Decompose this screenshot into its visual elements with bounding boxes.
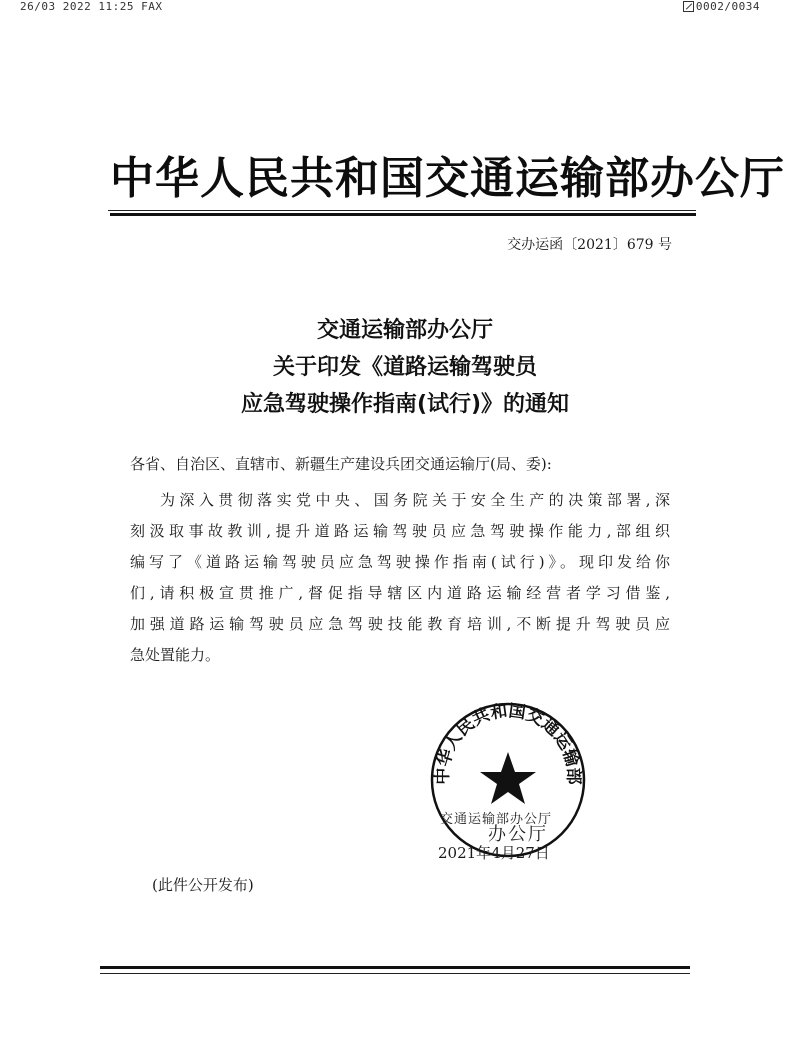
seal-ring-text: 中华人民共和国交通运输部 xyxy=(432,701,584,785)
seal-inner-text: 交通运输部办公厅 xyxy=(440,812,553,827)
fax-page-icon xyxy=(683,1,694,12)
body-line-5: 加强道路运输驾驶员应急驾驶技能教育培训,不断提升驾驶员应 xyxy=(130,615,670,633)
document-number: 交办运函〔2021〕679 号 xyxy=(507,237,672,253)
body-paragraph xyxy=(130,485,670,671)
seal-bottom-text: 办公厅 xyxy=(488,824,548,845)
body-line-6: 急处置能力。 xyxy=(130,646,221,664)
footer-rule-thick xyxy=(100,966,690,969)
body-line-1: 为深入贯彻落实党中央、国务院关于安全生产的决策部署,深 xyxy=(160,491,670,509)
fax-page-counter: 0002/0034 xyxy=(695,0,760,13)
seal-star-icon xyxy=(480,752,536,804)
notice-title-line-1: 交通运输部办公厅 xyxy=(316,318,493,343)
notice-title-line-3: 应急驾驶操作指南(试行)》的通知 xyxy=(240,392,570,417)
agency-title: 中华人民共和国交通运输部办公厅 xyxy=(110,153,785,204)
header-rule-thin xyxy=(108,210,696,211)
issue-date: 2021年4月27日 xyxy=(438,844,550,862)
notice-title xyxy=(150,312,660,423)
body-line-2: 刻汲取事故教训,提升道路运输驾驶员应急驾驶操作能力,部组织 xyxy=(130,522,670,540)
salutation: 各省、自治区、直辖市、新疆生产建设兵团交通运输厅(局、委): xyxy=(130,455,552,473)
header-rule-thick xyxy=(110,213,696,216)
notice-title-line-2: 关于印发《道路运输驾驶员 xyxy=(272,355,537,380)
fax-datetime: 26/03 2022 11:25 FAX xyxy=(20,0,163,13)
fax-header xyxy=(0,0,800,16)
fax-page-counter-group xyxy=(683,0,760,13)
body-line-3: 编写了《道路运输驾驶员应急驾驶操作指南(试行)》。现印发给你 xyxy=(130,553,670,571)
disclosure-note: (此件公开发布) xyxy=(152,876,254,894)
body-line-4: 们,请积极宣贯推广,督促指导辖区内道路运输经营者学习借鉴, xyxy=(130,584,670,602)
footer-rule-thin xyxy=(100,973,690,974)
